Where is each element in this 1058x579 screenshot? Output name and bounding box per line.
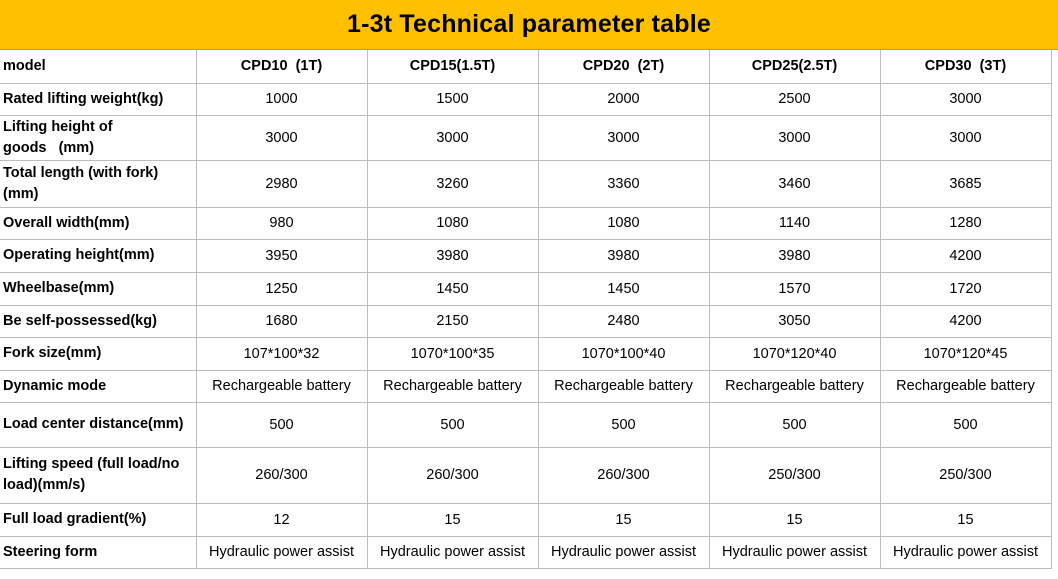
table-cell: Hydraulic power assist xyxy=(367,536,538,568)
table-cell: 1450 xyxy=(538,272,709,305)
table-cell: 3950 xyxy=(196,239,367,272)
row-label: Load center distance(mm) xyxy=(0,402,196,447)
table-cell: 3980 xyxy=(367,239,538,272)
table-cell: 3050 xyxy=(709,305,880,337)
table-cell: 2000 xyxy=(538,83,709,115)
table-cell: 1080 xyxy=(367,207,538,239)
row-label: Fork size(mm) xyxy=(0,337,196,370)
table-row xyxy=(0,239,1051,272)
table-cell: 3000 xyxy=(880,83,1051,115)
table-cell: 1140 xyxy=(709,207,880,239)
row-label: Steering form xyxy=(0,536,196,568)
table-cell: 3000 xyxy=(196,115,367,160)
table-row xyxy=(0,337,1051,370)
table-cell: 1080 xyxy=(538,207,709,239)
row-label: Lifting height of goods (mm) xyxy=(0,115,196,160)
table-cell: Rechargeable battery xyxy=(367,370,538,402)
table-cell: 500 xyxy=(367,402,538,447)
table-cell: 1500 xyxy=(367,83,538,115)
table-cell: 1070*100*40 xyxy=(538,337,709,370)
table-cell: 15 xyxy=(880,503,1051,536)
table-row xyxy=(0,447,1051,503)
table-cell: 1070*120*45 xyxy=(880,337,1051,370)
table-cell: 1070*100*35 xyxy=(367,337,538,370)
row-label: Operating height(mm) xyxy=(0,239,196,272)
model-header: CPD20 (2T) xyxy=(538,50,709,83)
row-label: Lifting speed (full load/no load)(mm/s) xyxy=(0,447,196,503)
table-cell: 15 xyxy=(538,503,709,536)
row-label: Total length (with fork)(mm) xyxy=(0,160,196,207)
header-row xyxy=(0,50,1051,83)
table-cell: 260/300 xyxy=(367,447,538,503)
table-cell: 15 xyxy=(367,503,538,536)
table-row xyxy=(0,536,1051,568)
parameter-table xyxy=(0,50,1052,569)
table-cell: Rechargeable battery xyxy=(709,370,880,402)
table-row xyxy=(0,83,1051,115)
table-cell: 12 xyxy=(196,503,367,536)
row-label: Be self-possessed(kg) xyxy=(0,305,196,337)
table-cell: 980 xyxy=(196,207,367,239)
table-cell: 1280 xyxy=(880,207,1051,239)
table-cell: 4200 xyxy=(880,239,1051,272)
table-cell: 3000 xyxy=(880,115,1051,160)
title-bar xyxy=(0,0,1058,50)
table-cell: 250/300 xyxy=(709,447,880,503)
table-row xyxy=(0,115,1051,160)
table-cell: 1250 xyxy=(196,272,367,305)
table-cell: 3000 xyxy=(367,115,538,160)
table-row xyxy=(0,272,1051,305)
table-cell: 3685 xyxy=(880,160,1051,207)
table-cell: Hydraulic power assist xyxy=(196,536,367,568)
table-cell: 2480 xyxy=(538,305,709,337)
table-cell: 250/300 xyxy=(880,447,1051,503)
table-cell: 4200 xyxy=(880,305,1051,337)
table-cell: 3000 xyxy=(538,115,709,160)
table-cell: 1570 xyxy=(709,272,880,305)
table-cell: 3980 xyxy=(538,239,709,272)
table-cell: 2980 xyxy=(196,160,367,207)
table-cell: 3360 xyxy=(538,160,709,207)
table-row xyxy=(0,207,1051,239)
table-cell: 1450 xyxy=(367,272,538,305)
row-label: Full load gradient(%) xyxy=(0,503,196,536)
row-label: Rated lifting weight(kg) xyxy=(0,83,196,115)
table-cell: 1070*120*40 xyxy=(709,337,880,370)
table-cell: Hydraulic power assist xyxy=(709,536,880,568)
table-row xyxy=(0,402,1051,447)
model-header: CPD10 (1T) xyxy=(196,50,367,83)
table-cell: 2150 xyxy=(367,305,538,337)
table-cell: Hydraulic power assist xyxy=(880,536,1051,568)
table-row xyxy=(0,370,1051,402)
table-cell: 500 xyxy=(709,402,880,447)
table-cell: 260/300 xyxy=(196,447,367,503)
header-label: model xyxy=(0,50,196,83)
table-cell: 15 xyxy=(709,503,880,536)
table-row xyxy=(0,160,1051,207)
table-cell: 500 xyxy=(880,402,1051,447)
table-cell: 3460 xyxy=(709,160,880,207)
table-cell: Hydraulic power assist xyxy=(538,536,709,568)
row-label: Overall width(mm) xyxy=(0,207,196,239)
row-label: Dynamic mode xyxy=(0,370,196,402)
model-header: CPD25(2.5T) xyxy=(709,50,880,83)
table-title: 1-3t Technical parameter table xyxy=(346,10,711,38)
table-cell: 500 xyxy=(538,402,709,447)
row-label: Wheelbase(mm) xyxy=(0,272,196,305)
table-cell: Rechargeable battery xyxy=(196,370,367,402)
table-row xyxy=(0,503,1051,536)
table-cell: 260/300 xyxy=(538,447,709,503)
table-cell: 500 xyxy=(196,402,367,447)
table-cell: 3000 xyxy=(709,115,880,160)
table-row xyxy=(0,305,1051,337)
table-cell: Rechargeable battery xyxy=(880,370,1051,402)
table-cell: 1680 xyxy=(196,305,367,337)
table-cell: 1720 xyxy=(880,272,1051,305)
table-cell: 3980 xyxy=(709,239,880,272)
model-header: CPD30 (3T) xyxy=(880,50,1051,83)
table-cell: 1000 xyxy=(196,83,367,115)
table-cell: 107*100*32 xyxy=(196,337,367,370)
table-cell: Rechargeable battery xyxy=(538,370,709,402)
model-header: CPD15(1.5T) xyxy=(367,50,538,83)
table-cell: 3260 xyxy=(367,160,538,207)
table-cell: 2500 xyxy=(709,83,880,115)
